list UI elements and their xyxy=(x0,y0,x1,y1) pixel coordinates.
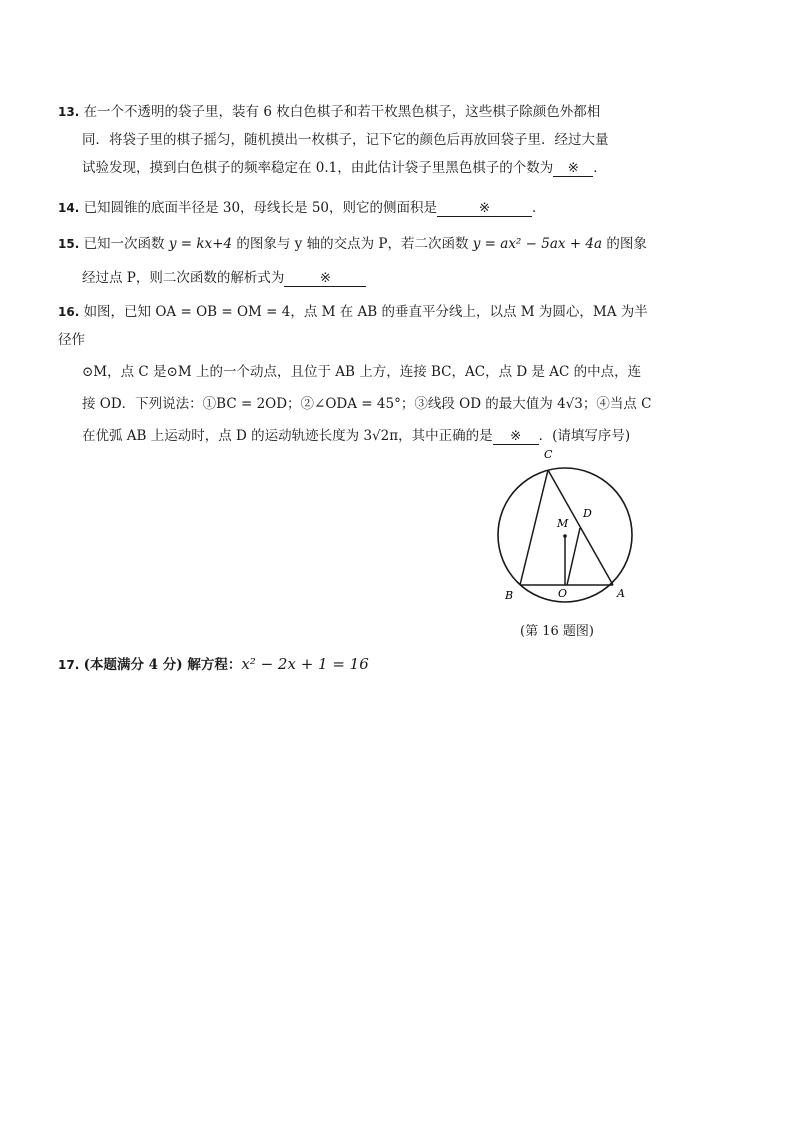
q15-text3: 的图象 xyxy=(602,236,647,252)
question-16 xyxy=(58,298,658,450)
label-m: M xyxy=(557,517,569,530)
q13-text1: 在一个不透明的袋子里，装有 6 枚白色棋子和若干枚黑色棋子，这些棋子除颜色外都相 xyxy=(83,104,601,120)
point-m xyxy=(563,534,567,538)
label-o: O xyxy=(558,587,568,600)
q16-line3: 接 OD．下列说法：①BC = 2OD；②∠ODA = 45°；③线段 OD 的最大值为 4√3；④当点 C xyxy=(82,396,652,412)
q15-linear-function: y = kx+4 xyxy=(168,236,233,252)
q15-answer-blank[interactable]: ※ xyxy=(284,270,366,287)
q16-answer-blank[interactable]: ※ xyxy=(493,428,539,445)
q16-figure xyxy=(495,445,645,645)
q15-number: 15. xyxy=(58,237,80,251)
q13-number: 13. xyxy=(58,105,80,119)
q16-text4: 在优弧 AB 上运动时，点 D 的运动轨迹长度为 3√2π，其中正确的是 xyxy=(82,428,493,444)
q16-line1 xyxy=(58,298,658,354)
q15-quadratic-function: y = ax² − 5ax + 4a xyxy=(472,236,603,252)
question-15 xyxy=(58,230,648,292)
q13-line2: 同．将袋子里的棋子摇匀，随机摸出一枚棋子，记下它的颜色后再放回袋子里．经过大量 xyxy=(82,132,609,148)
q14-text: 已知圆锥的底面半径是 30，母线长是 50，则它的侧面积是 xyxy=(83,200,438,216)
q15-line2 xyxy=(58,264,648,292)
q14-answer-blank[interactable]: ※ xyxy=(437,200,532,217)
q16-line2: ⊙M，点 C 是⊙M 上的一个动点，且位于 AB 上方，连接 BC，AC，点 D 是 AC 的中点，连 xyxy=(82,364,642,380)
segment-od xyxy=(567,528,580,585)
q15-text4: 经过点 P，则二次函数的解析式为 xyxy=(82,270,285,286)
label-b: B xyxy=(505,589,514,602)
label-a: A xyxy=(617,587,625,600)
q15-text1: 已知一次函数 xyxy=(83,236,169,252)
q16-number: 16. xyxy=(58,305,80,319)
q13-line3 xyxy=(58,154,648,182)
q13-answer-blank[interactable]: ※ xyxy=(553,160,593,177)
q15-text2: 的图象与 y 轴的交点为 P，若二次函数 xyxy=(232,236,473,252)
question-17 xyxy=(58,650,369,679)
label-d: D xyxy=(583,507,592,520)
q13-period: ． xyxy=(593,160,607,176)
q17-equation: x² − 2x + 1 = 16 xyxy=(241,655,369,673)
q17-number: 17. xyxy=(58,658,80,672)
q17-prefix: (本题满分 4 分) 解方程： xyxy=(83,657,242,673)
label-c: C xyxy=(544,448,553,461)
q15-line1 xyxy=(58,230,648,258)
q13-line1 xyxy=(58,98,648,126)
question-13 xyxy=(58,98,648,182)
q16-text5: ．(请填写序号) xyxy=(538,428,631,444)
question-14 xyxy=(58,194,648,222)
q16-text1: 如图，已知 OA = OB = OM = 4，点 M 在 AB 的垂直平分线上，以点 M 为圆心，MA 为半径作 xyxy=(58,304,648,348)
segment-bc xyxy=(520,470,548,585)
q13-text3: 试验发现，摸到白色棋子的频率稳定在 0.1，由此估计袋子里黑色棋子的个数为 xyxy=(82,160,554,176)
q14-number: 14. xyxy=(58,201,80,215)
q14-period: ． xyxy=(532,200,546,216)
q16-figure-caption: (第 16 题图) xyxy=(520,624,594,639)
